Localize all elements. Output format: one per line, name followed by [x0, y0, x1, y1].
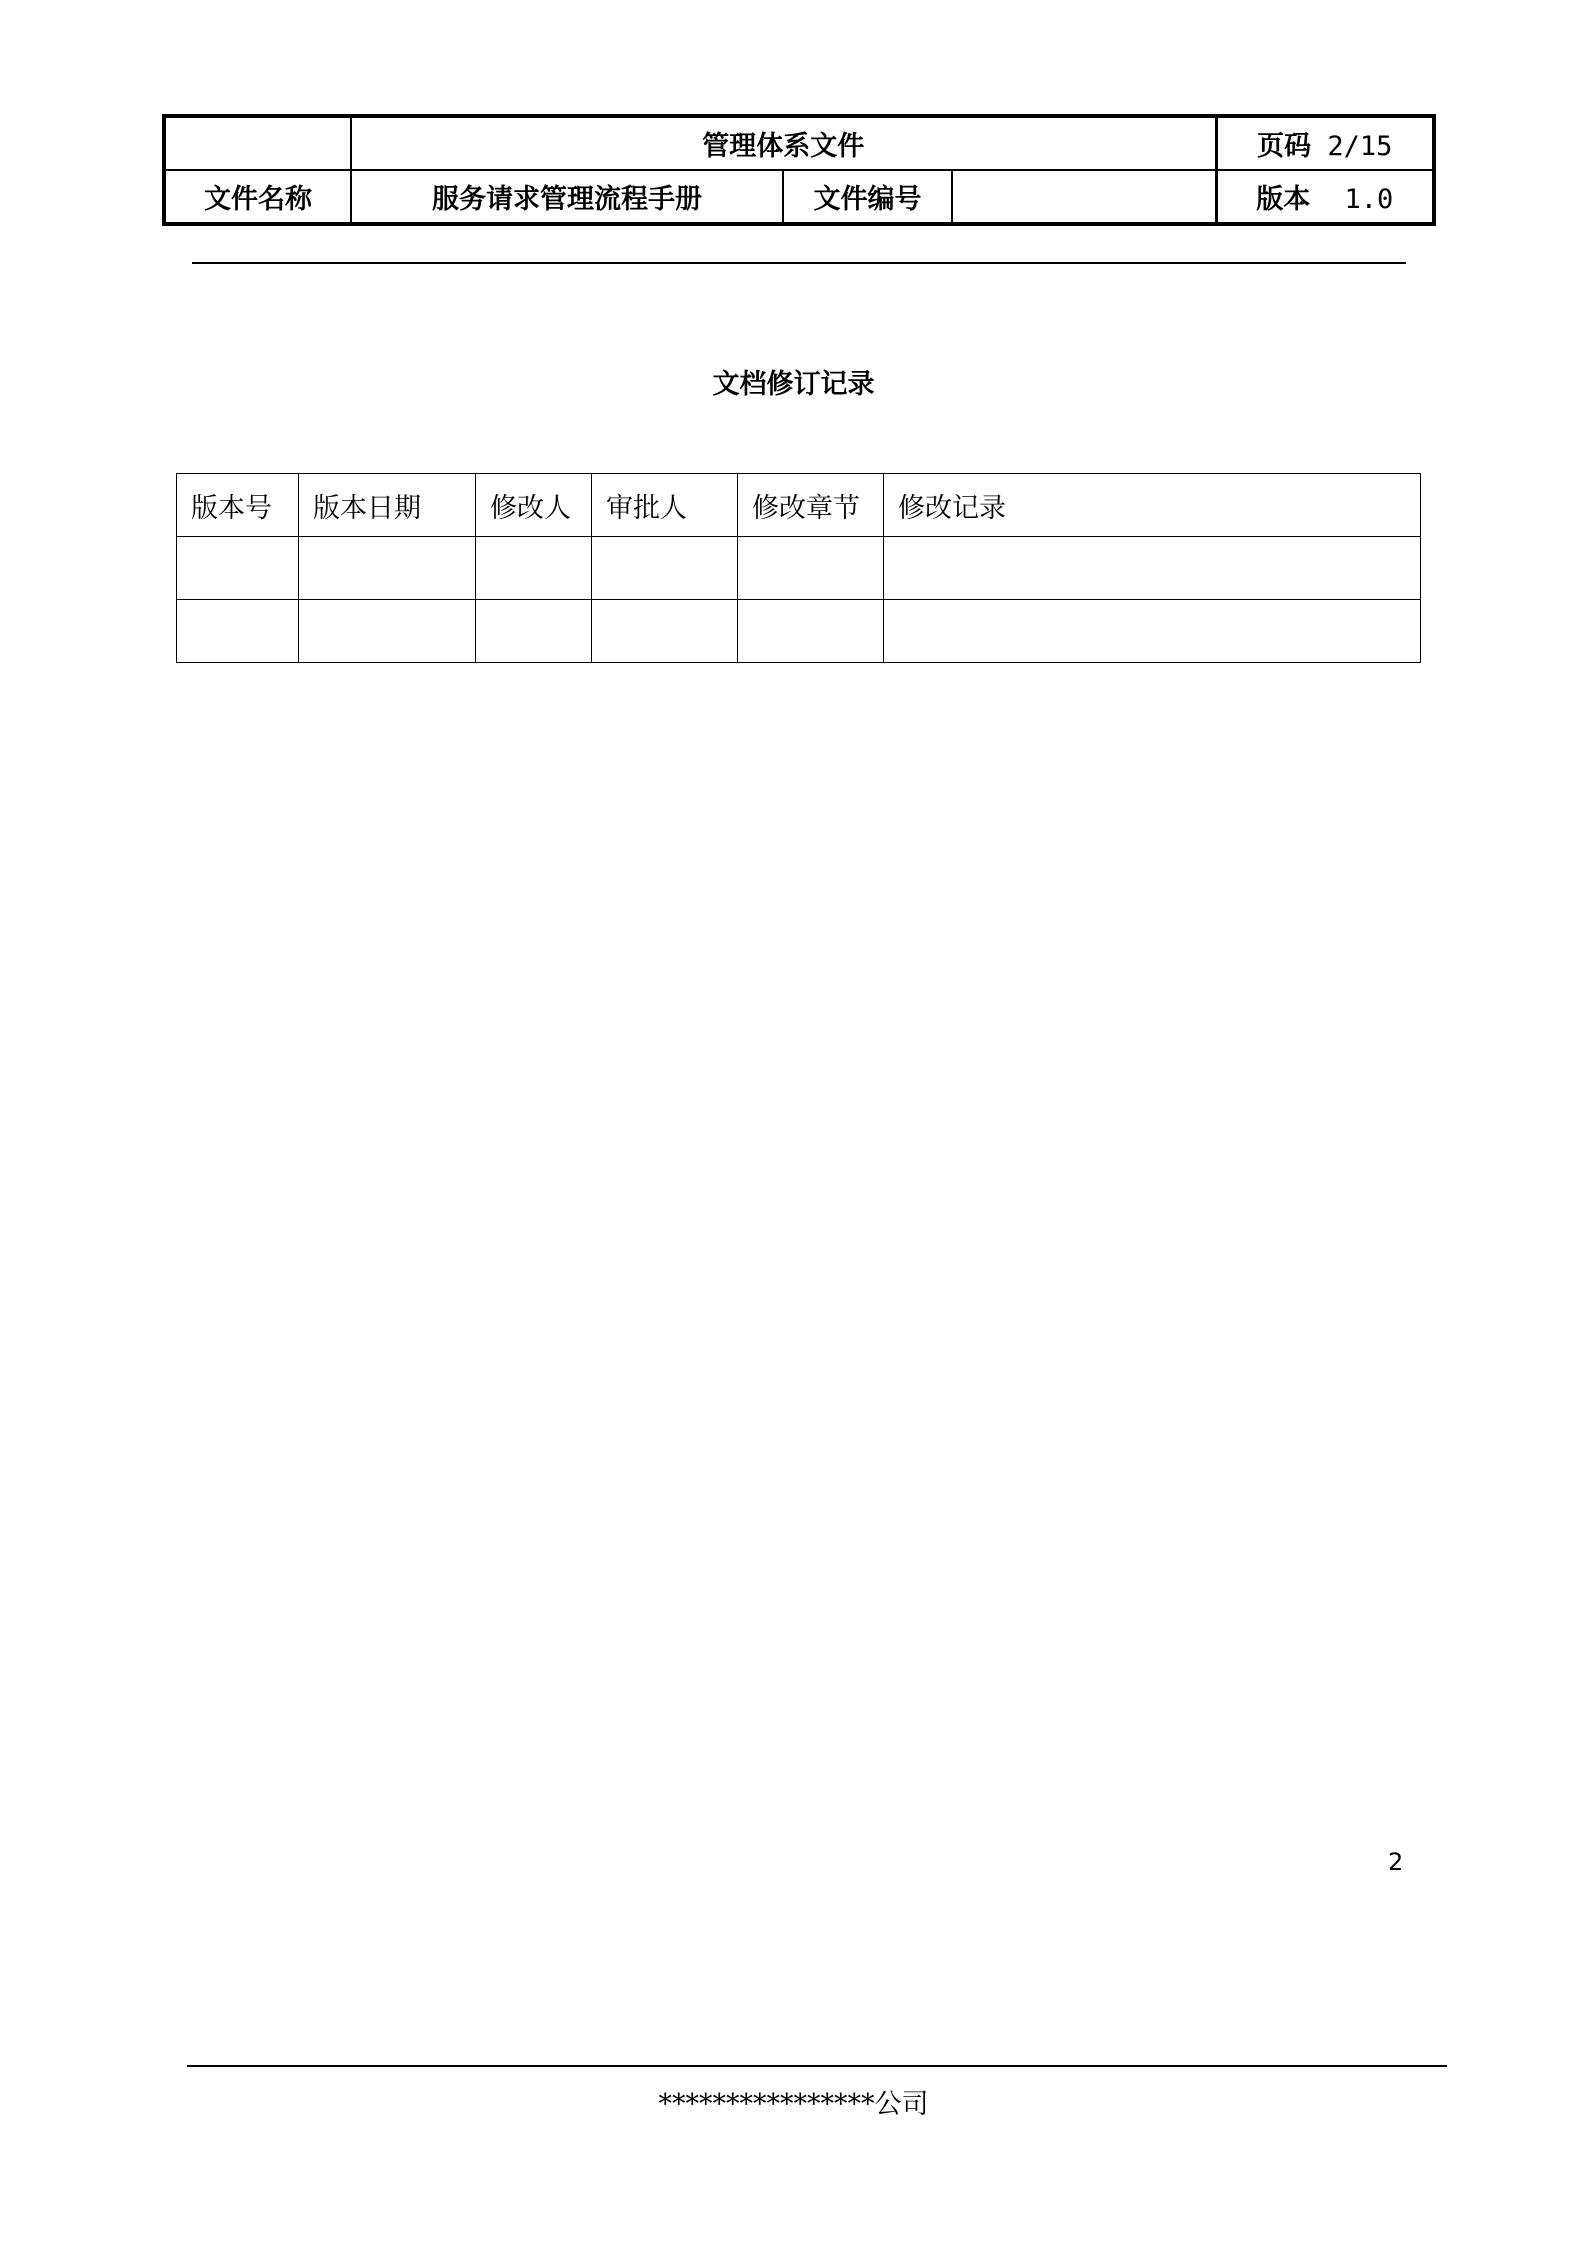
- table-cell: [592, 537, 738, 600]
- footer-company: ****************公司: [658, 2089, 929, 2120]
- revision-record-table: [176, 473, 1421, 663]
- column-header: 版本号: [177, 474, 299, 537]
- table-cell: [177, 600, 299, 663]
- page-label: 页码: [1257, 131, 1312, 162]
- header-blank-cell: [164, 116, 351, 170]
- file-name-label: 文件名称: [164, 170, 351, 224]
- table-cell: [738, 600, 884, 663]
- table-cell: [177, 537, 299, 600]
- page-number: 2: [1388, 1848, 1404, 1876]
- page-code-cell: [1216, 116, 1434, 170]
- version-label: 版本: [1256, 184, 1311, 215]
- table-cell: [884, 537, 1421, 600]
- document-header-table: [162, 114, 1436, 226]
- header-separator-line: [192, 262, 1406, 264]
- column-header: 修改记录: [884, 474, 1421, 537]
- table-cell: [299, 537, 476, 600]
- table-header-row: [177, 474, 1421, 537]
- version-value: 1.0: [1344, 184, 1394, 215]
- file-number-value: [952, 170, 1216, 224]
- version-cell: [1216, 170, 1434, 224]
- document-title: 文档修订记录: [712, 369, 875, 400]
- column-header: 修改人: [476, 474, 592, 537]
- table-cell: [884, 600, 1421, 663]
- file-number-label: 文件编号: [783, 170, 952, 224]
- page-value: 2/15: [1327, 131, 1393, 162]
- header-row-2: [164, 170, 1434, 224]
- table-cell: [476, 600, 592, 663]
- table-row: [177, 537, 1421, 600]
- header-row-1: [164, 116, 1434, 170]
- table-cell: [738, 537, 884, 600]
- file-name-value: 服务请求管理流程手册: [351, 170, 783, 224]
- table-cell: [299, 600, 476, 663]
- table-cell: [476, 537, 592, 600]
- table-cell: [592, 600, 738, 663]
- column-header: 修改章节: [738, 474, 884, 537]
- footer-separator-line: [187, 2065, 1447, 2067]
- table-row: [177, 600, 1421, 663]
- system-title: 管理体系文件: [351, 116, 1216, 170]
- column-header: 审批人: [592, 474, 738, 537]
- column-header: 版本日期: [299, 474, 476, 537]
